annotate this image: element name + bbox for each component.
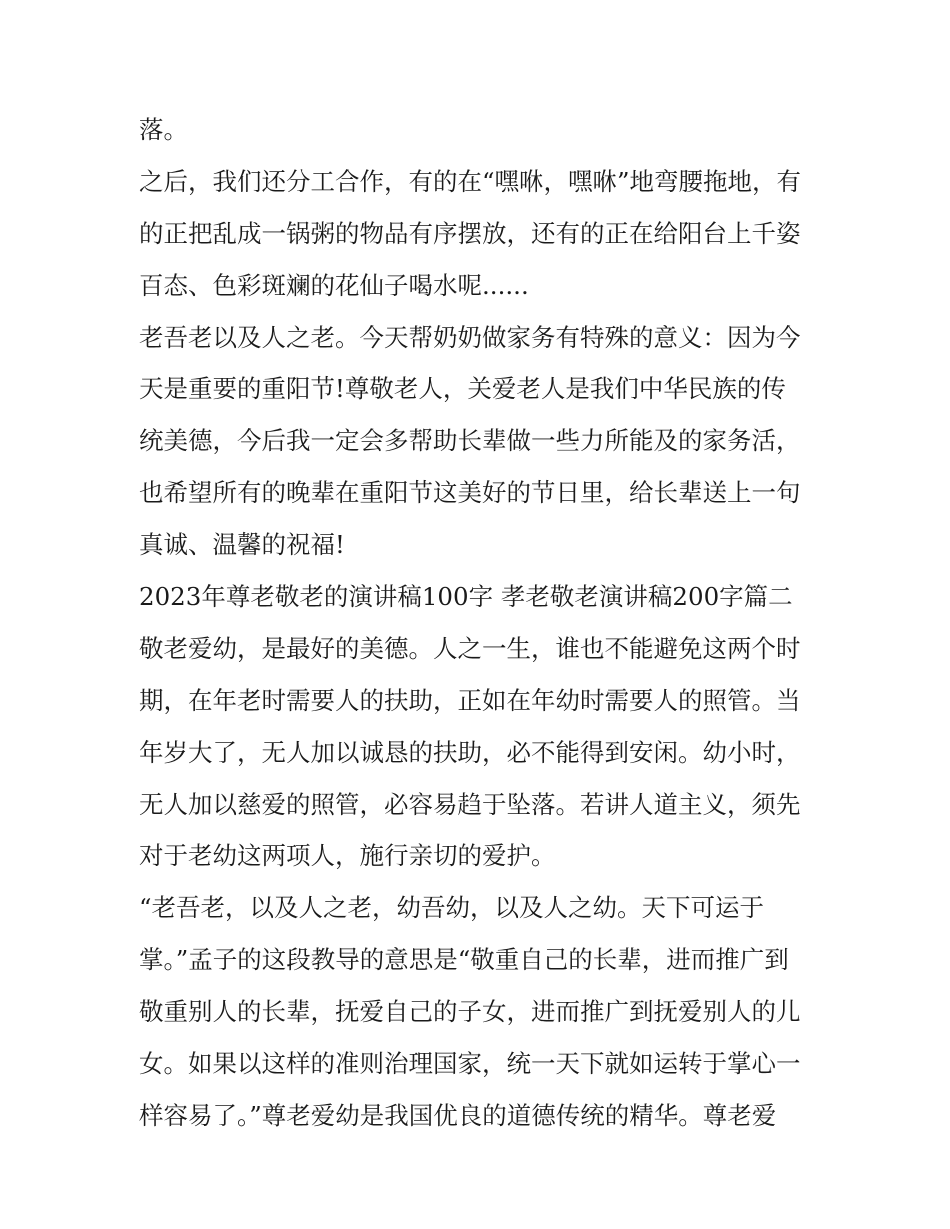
text-line: 之后，我们还分工合作，有的在“嘿咻，嘿咻”地弯腰拖地，有 <box>139 166 802 196</box>
text-line: 的正把乱成一锅粥的物品有序摆放，还有的正在给阳台上千姿 <box>139 218 801 248</box>
section-heading: 2023年尊老敬老的演讲稿100字 孝老敬老演讲稿200字篇二 <box>139 582 793 612</box>
text-line: 统美德，今后我一定会多帮助长辈做一些力所能及的家务活， <box>139 426 801 456</box>
text-line: 年岁大了，无人加以诚恳的扶助，必不能得到安闲。幼小时， <box>139 737 801 767</box>
text-line: 女。如果以这样的准则治理国家，统一天下就如运转于掌心一 <box>139 1049 801 1079</box>
text-line: 样容易了。”尊老爱幼是我国优良的道德传统的精华。尊老爱 <box>139 1100 777 1130</box>
body-text <box>139 104 819 1142</box>
text-line: 无人加以慈爱的照管，必容易趋于坠落。若讲人道主义，须先 <box>139 789 801 819</box>
text-line: 对于老幼这两项人，施行亲切的爱护。 <box>139 841 556 871</box>
text-line: 期，在年老时需要人的扶助，正如在年幼时需要人的照管。当 <box>139 685 801 715</box>
text-line: 真诚、温馨的祝福! <box>139 530 345 560</box>
text-line: 天是重要的重阳节!尊敬老人，关爱老人是我们中华民族的传 <box>139 374 786 404</box>
text-line: 掌。”孟子的这段教导的意思是“敬重自己的长辈，进而推广到 <box>139 945 789 975</box>
text-line: “老吾老，以及人之老，幼吾幼，以及人之幼。天下可运于 <box>139 893 765 923</box>
text-line: 也希望所有的晚辈在重阳节这美好的节日里，给长辈送上一句 <box>139 478 801 508</box>
text-line: 落。 <box>139 115 188 144</box>
text-line: 百态、色彩斑斓的花仙子喝水呢...... <box>139 270 529 300</box>
text-line: 敬重别人的长辈，抚爱自己的子女，进而推广到抚爱别人的儿 <box>139 997 801 1027</box>
text-line: 敬老爱幼，是最好的美德。人之一生，谁也不能避免这两个时 <box>139 633 801 663</box>
text-line: 老吾老以及人之老。今天帮奶奶做家务有特殊的意义：因为今 <box>139 322 801 352</box>
